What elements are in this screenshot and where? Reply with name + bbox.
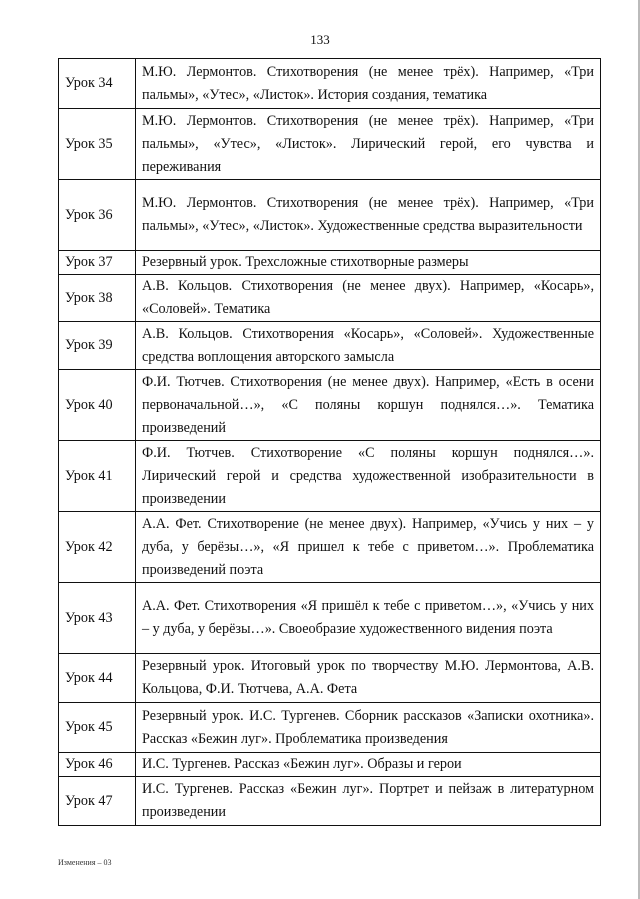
lesson-topic-cell: Ф.И. Тютчев. Стихотворение «С поляны коршун поднялся…». Лирический герой и средства художественной изобразительности в произведении — [136, 441, 601, 512]
table-row — [59, 703, 601, 753]
lesson-topic-cell: М.Ю. Лермонтов. Стихотворения (не менее трёх). Например, «Три пальмы», «Утес», «Листок». Художественные средства выразительности — [136, 180, 601, 251]
lesson-topic-cell: М.Ю. Лермонтов. Стихотворения (не менее трёх). Например, «Три пальмы», «Утес», «Листок». Лирический герой, его чувства и переживания — [136, 109, 601, 180]
table-row — [59, 583, 601, 654]
lesson-topic-cell: А.В. Кольцов. Стихотворения (не менее двух). Например, «Косарь», «Соловей». Тематика — [136, 275, 601, 322]
lessons-table-body — [59, 59, 601, 826]
lesson-number-cell: Урок 40 — [59, 370, 136, 441]
lesson-topic-cell: А.А. Фет. Стихотворения «Я пришёл к тебе с приветом…», «Учись у них – у дуба, у берёзы…». Своеобразие художественного видения поэта — [136, 583, 601, 654]
lesson-number-cell: Урок 35 — [59, 109, 136, 180]
table-row — [59, 180, 601, 251]
lesson-number-cell: Урок 45 — [59, 703, 136, 753]
lesson-number-cell: Урок 34 — [59, 59, 136, 109]
lesson-number-cell: Урок 42 — [59, 512, 136, 583]
table-row — [59, 753, 601, 777]
lesson-topic-cell: Резервный урок. Трехсложные стихотворные размеры — [136, 251, 601, 275]
lesson-topic-cell: Резервный урок. И.С. Тургенев. Сборник рассказов «Записки охотника». Рассказ «Бежин луг». Проблематика произведения — [136, 703, 601, 753]
lesson-number-cell: Урок 39 — [59, 322, 136, 370]
lesson-number-cell: Урок 47 — [59, 777, 136, 826]
lesson-number-cell: Урок 37 — [59, 251, 136, 275]
table-row — [59, 275, 601, 322]
lesson-number-cell: Урок 44 — [59, 654, 136, 703]
table-row — [59, 370, 601, 441]
lesson-number-cell: Урок 43 — [59, 583, 136, 654]
lesson-number-cell: Урок 38 — [59, 275, 136, 322]
lesson-topic-cell: А.В. Кольцов. Стихотворения «Косарь», «Соловей». Художественные средства воплощения авторского замысла — [136, 322, 601, 370]
table-row — [59, 251, 601, 275]
table-row — [59, 441, 601, 512]
table-row — [59, 322, 601, 370]
lesson-topic-cell: И.С. Тургенев. Рассказ «Бежин луг». Образы и герои — [136, 753, 601, 777]
lesson-topic-cell: Ф.И. Тютчев. Стихотворения (не менее двух). Например, «Есть в осени первоначальной…», «С поляны коршун поднялся…». Тематика произведений — [136, 370, 601, 441]
lesson-topic-cell: М.Ю. Лермонтов. Стихотворения (не менее трёх). Например, «Три пальмы», «Утес», «Листок». История создания, тематика — [136, 59, 601, 109]
lesson-topic-cell: А.А. Фет. Стихотворение (не менее двух). Например, «Учись у них – у дуба, у берёзы…», «Я пришел к тебе с приветом…». Проблематика произведений поэта — [136, 512, 601, 583]
table-row — [59, 654, 601, 703]
table-row — [59, 109, 601, 180]
table-row — [59, 59, 601, 109]
lessons-table — [58, 58, 601, 826]
footer-revision: Изменения – 03 — [58, 858, 112, 867]
table-row — [59, 512, 601, 583]
page-number: 133 — [310, 32, 330, 47]
lesson-topic-cell: И.С. Тургенев. Рассказ «Бежин луг». Портрет и пейзаж в литературном произведении — [136, 777, 601, 826]
table-row — [59, 777, 601, 826]
lesson-topic-cell: Резервный урок. Итоговый урок по творчеству М.Ю. Лермонтова, А.В. Кольцова, Ф.И. Тютчева, А.А. Фета — [136, 654, 601, 703]
lesson-number-cell: Урок 41 — [59, 441, 136, 512]
lesson-number-cell: Урок 36 — [59, 180, 136, 251]
lesson-number-cell: Урок 46 — [59, 753, 136, 777]
